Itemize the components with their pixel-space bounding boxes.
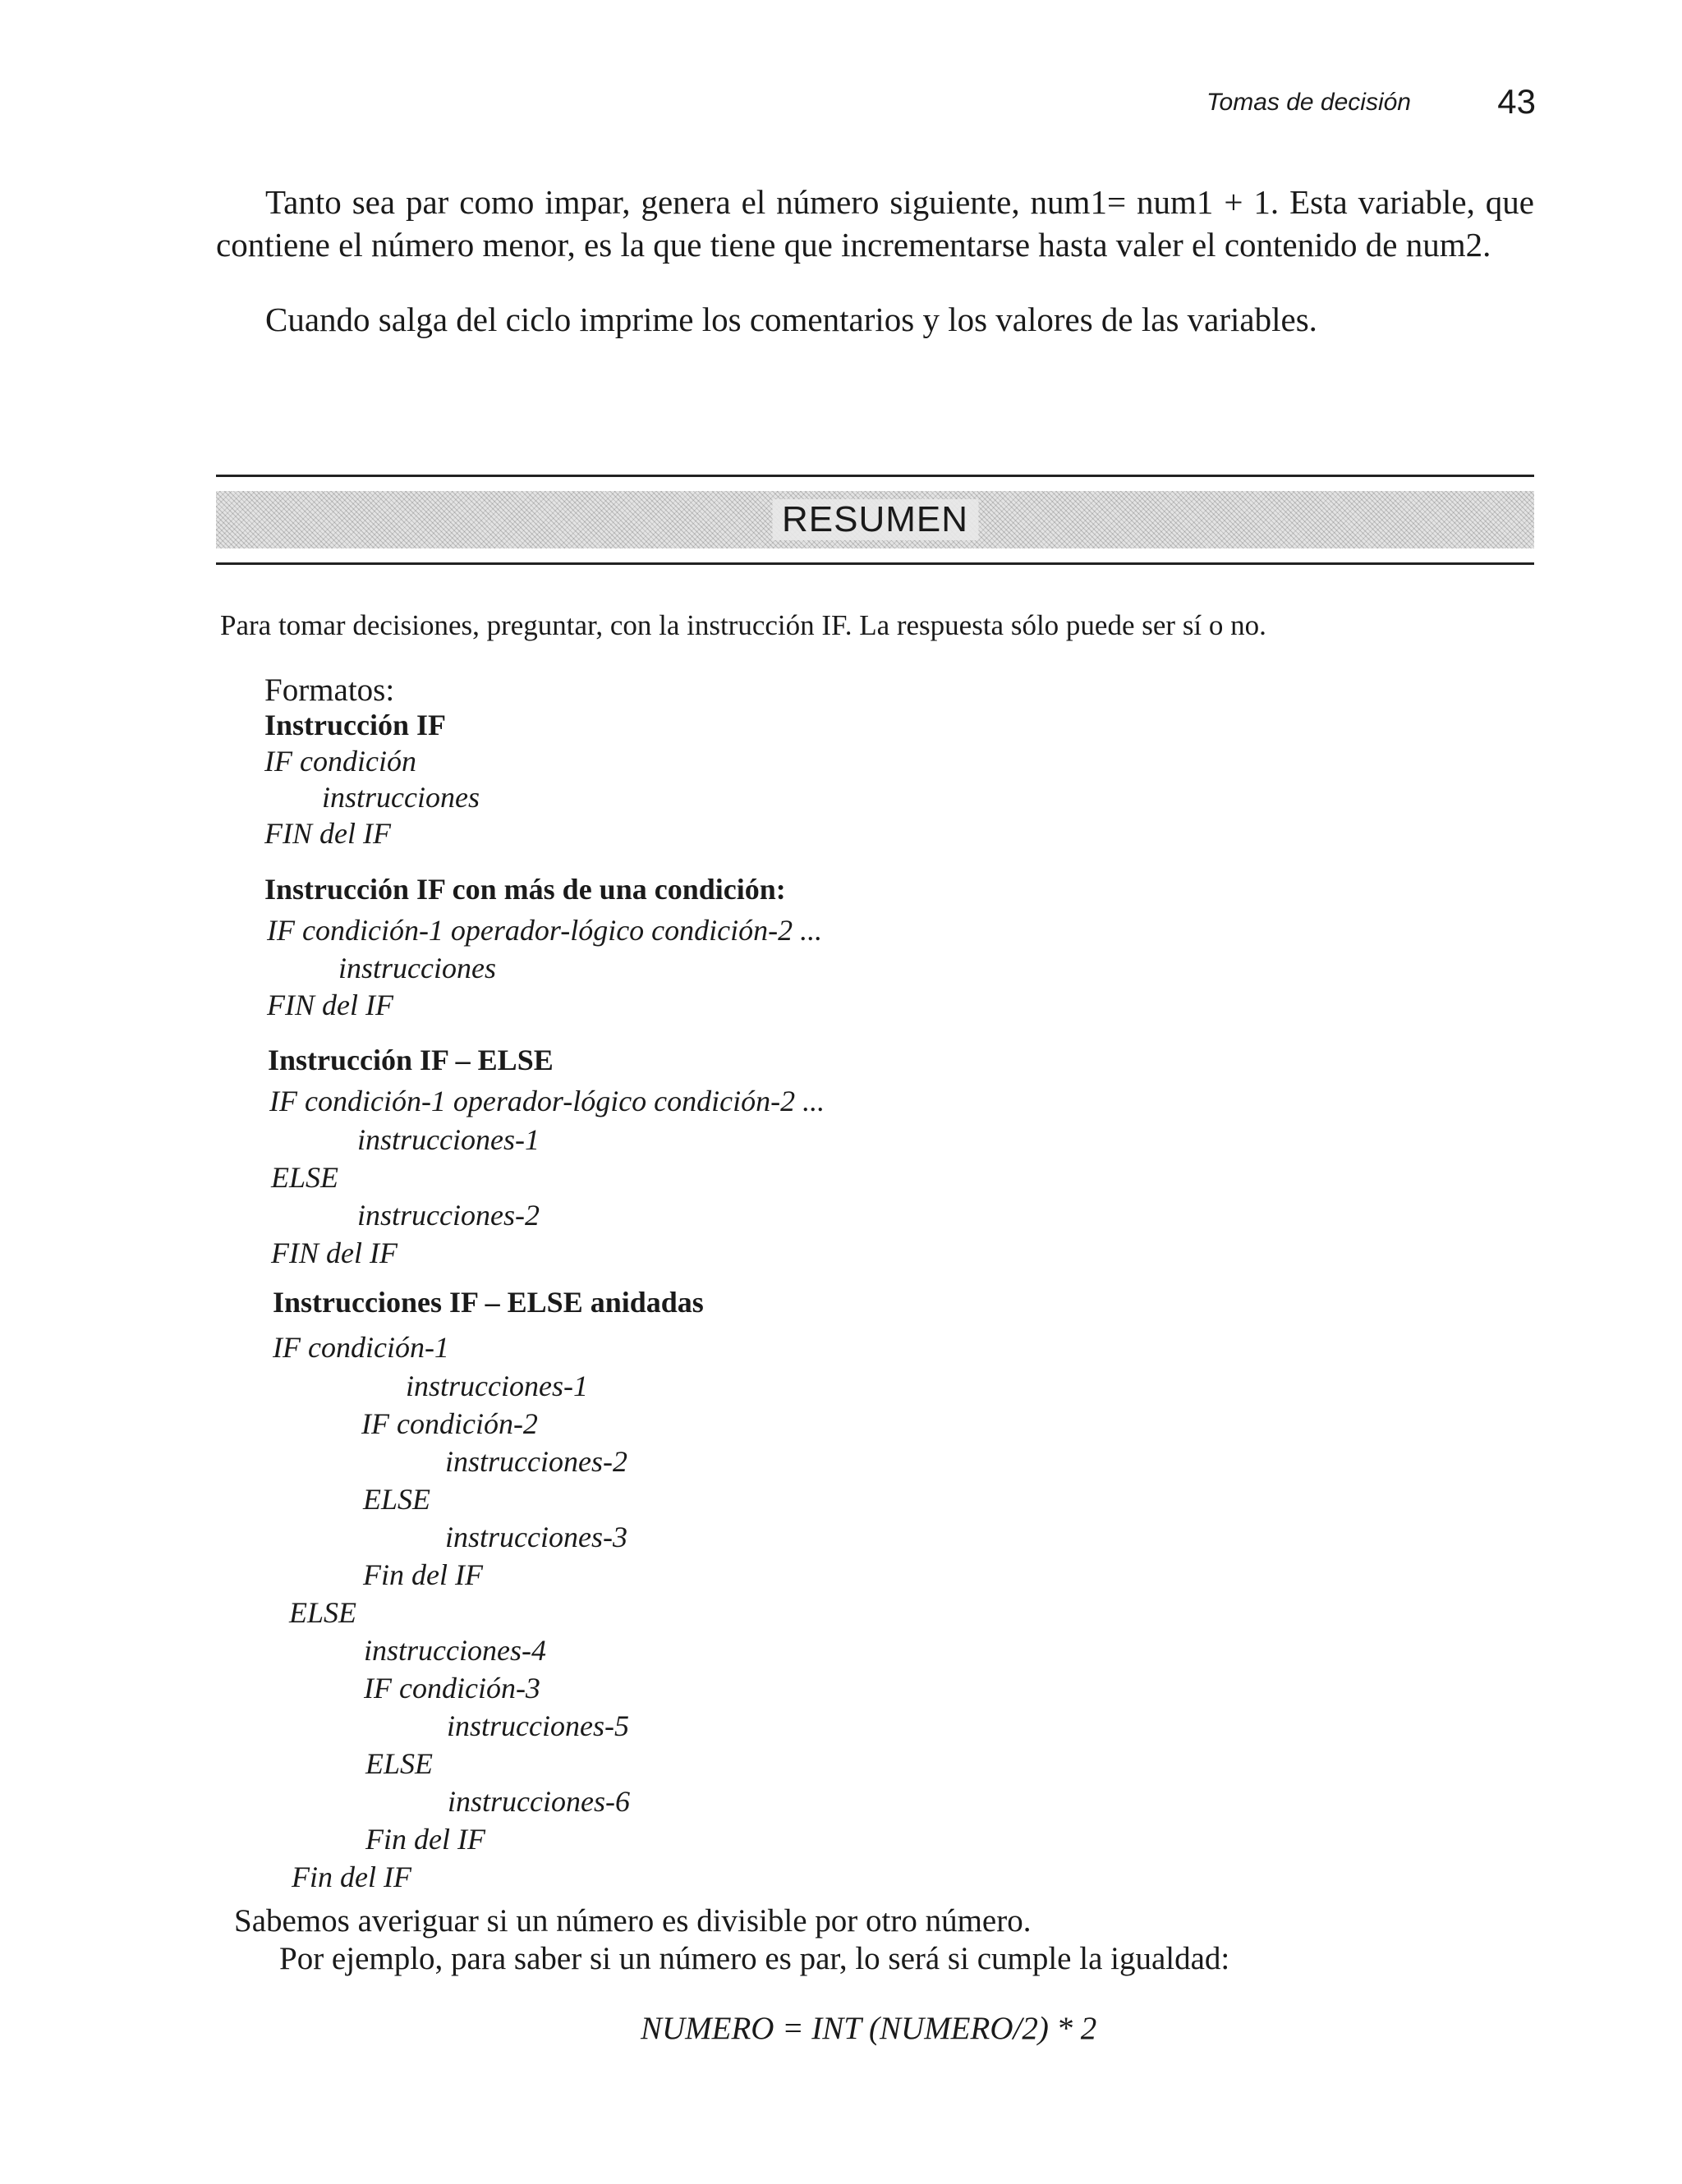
format-line: instrucciones-1 <box>357 1123 540 1156</box>
format-line: IF condición-1 <box>273 1331 449 1364</box>
format-line: instrucciones <box>322 781 480 814</box>
format-line: instrucciones-2 <box>445 1445 627 1478</box>
format-line: ELSE <box>365 1747 434 1780</box>
closing-line: Sabemos averiguar si un número es divisible por otro número. <box>234 1903 1032 1939</box>
format-line: IF condición-1 operador-lógico condición-2 ... <box>267 914 823 947</box>
format-line: IF condición-3 <box>364 1672 540 1705</box>
format-line: FIN del IF <box>267 989 393 1021</box>
body-paragraph: Tanto sea par como impar, genera el número siguiente, num1= num1 + 1. Esta variable, que contiene el número menor, es la que tiene que incrementarse hasta valer el contenido de num2. <box>216 183 1534 264</box>
format-line: IF condición-2 <box>361 1407 538 1440</box>
format-line: Fin del IF <box>292 1861 411 1893</box>
formats-label: Formatos: <box>264 672 395 708</box>
format-line: instrucciones <box>338 952 496 984</box>
format-line: instrucciones-6 <box>448 1785 630 1818</box>
summary-heading: RESUMEN <box>772 499 978 540</box>
format-heading: Instrucción IF – ELSE <box>268 1044 554 1076</box>
format-heading: Instrucción IF con más de una condición: <box>264 873 786 906</box>
format-line: instrucciones-5 <box>447 1709 629 1742</box>
format-line: IF condición <box>264 745 416 778</box>
running-header: Tomas de decisión <box>1206 89 1411 116</box>
summary-intro: Para tomar decisiones, preguntar, con la instrucción IF. La respuesta sólo puede ser sí o no. <box>220 609 1266 641</box>
closing-line: Por ejemplo, para saber si un número es par, lo será si cumple la igualdad: <box>279 1941 1230 1976</box>
format-line: instrucciones-2 <box>357 1199 540 1232</box>
format-line: instrucciones-3 <box>445 1521 627 1553</box>
format-line: ELSE <box>289 1596 357 1629</box>
format-heading: Instrucción IF <box>264 709 447 741</box>
format-line: Fin del IF <box>363 1558 483 1591</box>
format-heading: Instrucciones IF – ELSE anidadas <box>273 1286 704 1319</box>
format-line: Fin del IF <box>365 1823 485 1856</box>
format-line: IF condición-1 operador-lógico condición-2 ... <box>269 1085 825 1117</box>
body-paragraph: Cuando salga del ciclo imprime los comentarios y los valores de las variables. <box>265 301 1317 338</box>
format-line: instrucciones-4 <box>364 1634 546 1667</box>
format-line: FIN del IF <box>264 817 391 850</box>
format-line: instrucciones-1 <box>406 1370 588 1402</box>
banner-rule <box>216 562 1534 565</box>
page-number: 43 <box>1497 82 1536 121</box>
banner-rule <box>216 475 1534 477</box>
formula: NUMERO = INT (NUMERO/2) * 2 <box>641 2011 1097 2046</box>
summary-banner <box>216 475 1534 565</box>
format-line: ELSE <box>363 1483 431 1516</box>
format-line: ELSE <box>271 1161 339 1194</box>
format-line: FIN del IF <box>271 1237 398 1269</box>
